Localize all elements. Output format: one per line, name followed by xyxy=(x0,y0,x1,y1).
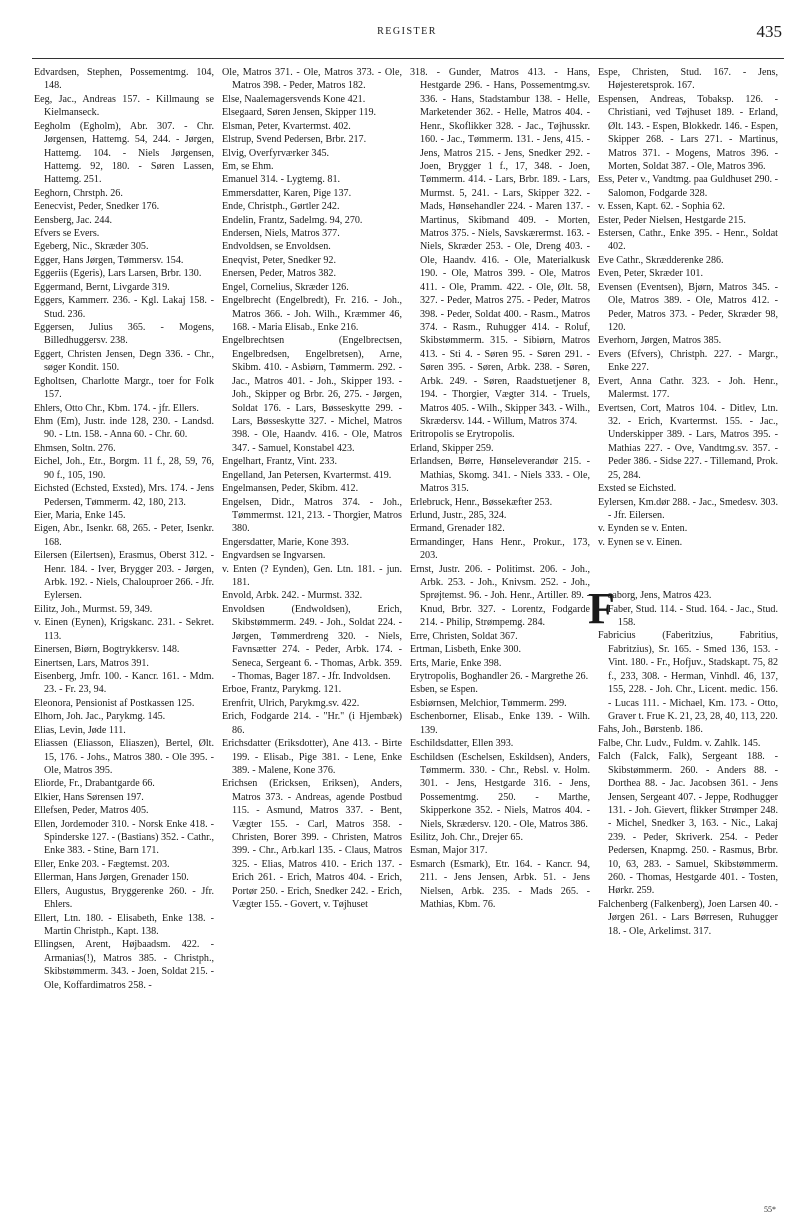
register-entry: Eleonora, Pensionist af Postkassen 125. xyxy=(34,697,195,709)
signature-mark: 55* xyxy=(764,1205,776,1214)
register-entry: Erre, Christen, Soldat 367. xyxy=(410,630,518,642)
register-entry: Eilersen (Eilertsen), Erasmus, Oberst 312. - Henr. 184. - Iver, Brygger 203. - Jørgen, Arbk. 192. - Niels, Chalouproer 266. - Jfr. Eylersen. xyxy=(34,550,214,602)
register-entry: Estersen, Cathr., Enke 395. - Henr., Soldat 402. xyxy=(598,228,778,253)
page-header xyxy=(32,22,782,46)
register-entry: Ehmsen, Soltn. 276. xyxy=(34,442,116,454)
register-column-3 xyxy=(408,66,596,1206)
register-entry: v. Enten (? Eynden), Gen. Ltn. 181. - jun. 181. xyxy=(222,563,402,589)
register-entry: Ermandinger, Hans Henr., Prokur., 173, 203. xyxy=(410,536,590,562)
register-column-1 xyxy=(32,66,220,1206)
register-entry: Erts, Marie, Enke 398. xyxy=(410,657,502,669)
section-first-entry: aaborg, Jens, Matros 423. xyxy=(607,590,712,602)
register-entries-e xyxy=(598,66,778,549)
register-entry: Eschildsdatter, Ellen 393. xyxy=(410,738,514,750)
register-entry: Enersen, Peder, Matros 382. xyxy=(222,268,336,280)
register-entry: Eigen, Abr., Isenkr. 68, 265. - Peter, Isenkr. 168. xyxy=(34,523,214,548)
register-entry: Eller, Enke 203. - Fægtemst. 203. xyxy=(34,858,170,870)
register-entry: v. Essen, Kapt. 62. - Sophia 62. xyxy=(598,201,725,213)
register-entry: Eenecvist, Peder, Snedker 176. xyxy=(34,201,160,213)
register-entry: Elvig, Overfyrværker 345. xyxy=(222,147,330,159)
register-entry: Ende, Christph., Gørtler 242. xyxy=(222,201,340,213)
register-entry: Erland, Skipper 259. xyxy=(410,442,494,454)
register-entry: Esben, se Espen. xyxy=(410,684,478,696)
register-entry: Eritropolis se Erytropolis. xyxy=(410,429,515,441)
register-entry: Erboe, Frantz, Parykmg. 121. xyxy=(222,684,342,696)
register-columns xyxy=(32,66,784,1206)
register-entry: Esman, Major 317. xyxy=(410,845,488,857)
register-entry: Engel, Cornelius, Skræder 126. xyxy=(222,281,349,293)
register-entry: Falch (Falck, Falk), Sergeant 188. - Skibstømmerm. 260. - Anders 88. - Dorthea 88. - Jac. Jacobsen 361. - Jens Jensen, Sergeant 407. - Jeppe, Rodhugger 131. - Joh. Gievert, flikker Strømper 248. - Michel, Snedker 3, 163. - Nic., Lakaj 239. - Peder, Skriverk. 254. - Peder Pedersen, Knapmg. 250. - Rasmus, Brbr. 10, 63, 283. - Samuel, Skibstømmerm. 260. - Thomas, Hestgarde 401. - Tosten, Hørkr. 259. xyxy=(598,751,778,897)
register-entry: Eeghorn, Chrstph. 26. xyxy=(34,187,123,199)
register-entry: Eegholm (Egholm), Abr. 307. - Chr. Jørgensen, Hattemg. 54, 244. - Jørgen, Hattemg. 104. - Niels Jørgensen, Hattemg. 92, 180. - Søren Lassen, Hattemg. 251. xyxy=(34,120,214,186)
register-entry: Edvardsen, Stephen, Possementmg. 104, 148. xyxy=(34,67,214,92)
register-entry: Esbiørnsen, Melchior, Tømmerm. 299. xyxy=(410,697,567,709)
register-entry: Engelmansen, Peder, Skibm. 412. xyxy=(222,483,359,495)
running-title: REGISTER xyxy=(377,26,437,37)
register-entry: Eier, Maria, Enke 145. xyxy=(34,509,126,521)
register-entries-f xyxy=(598,603,778,939)
register-entry: Engelhart, Frantz, Vint. 233. xyxy=(222,456,337,468)
register-entry: Ester, Peder Nielsen, Hestgarde 215. xyxy=(598,214,746,226)
header-rule xyxy=(32,58,784,59)
register-entry: Falbe, Chr. Ludv., Fuldm. v. Zahlk. 145. xyxy=(598,737,761,749)
register-entry: Engelsen, Didr., Matros 374. - Joh., Tømmermst. 121, 213. - Thorgier, Matros 380. xyxy=(222,496,402,535)
register-entry: Erich, Fodgarde 214. - "Hr." (i Hjembæk) 86. xyxy=(222,711,402,736)
register-entry: Eisenberg, Jmfr. 100. - Kancr. 161. - Mdm. 23. - Fr. 23, 94. xyxy=(34,670,214,696)
register-entry: Eschenborner, Elisab., Enke 139. - Wilh. 139. xyxy=(410,711,590,736)
page-number: 435 xyxy=(756,22,782,41)
register-entry: Falchenberg (Falkenberg), Joen Larsen 40. - Jørgen 261. - Lars Børresen, Ruhugger 18. - Ole, Arkelimst. 317. xyxy=(598,898,778,937)
register-entry: Erichsen (Ericksen, Eriksen), Anders, Matros 373. - Andreas, agende Postbud 115. - Asmund, Matros 337. - Bent, Vægter 155. - Carl, Matros 358. - Christen, Borer 399. - Christen, Matros 399. - Chr., Arb.karl 135. - Claus, Matros 325. - Elias, Matros 410. - Erich 137. - Erich 261. - Erich, Matros 404. - Erich, Portør 250. - Erich, Snedker 242. - Erich, Vægter 155. - Govert, v. Tøjhuset xyxy=(222,778,402,911)
register-entry: Eschildsen (Eschelsen, Eskildsen), Anders, Tømmerm. 330. - Chr., Rebsl. v. Holm. 301. - Jens, Hestgarde 316. - Jens, Possementmg. 250. - Marthe, Skipperkone 352. - Niels, Matros 404. - Niels, Skrædersv. 120. - Ole, Matros 386. xyxy=(410,751,590,830)
register-entry: Ernst, Justr. 206. - Politimst. 206. - Joh., Arbk. 253. - Joh., Knivsm. 252. - Joh., Sprøjtemst. 96. - Joh. Henr., Artiller. 89. - Knud, Brbr. 327. - Lorentz, Fodgarde 214. - Philip, Strømpemg. 284. xyxy=(410,563,590,629)
register-entry: Eilitz, Joh., Murmst. 59, 349. xyxy=(34,603,153,615)
register-entry: Eeg, Jac., Andreas 157. - Killmaung se Kielmanseck. xyxy=(34,93,214,119)
register-entry: Einertsen, Lars, Matros 391. xyxy=(34,657,149,669)
register-entry: Endersen, Niels, Matros 377. xyxy=(222,228,340,240)
register-entry: Fahs, Joh., Børstenb. 186. xyxy=(598,724,703,736)
register-entry: Ellers, Augustus, Bryggerenke 260. - Jfr. Ehlers. xyxy=(34,885,214,911)
register-entry: Evensen (Eventsen), Bjørn, Matros 345. - Ole, Matros 389. - Ole, Matros 412. - Peder, Matros 373. - Peder, Skræder 98, 120. xyxy=(598,281,778,334)
register-column-4 xyxy=(588,66,784,1206)
register-entry: Envoldsen (Endwoldsen), Erich, Skibstømmerm. 249. - Joh., Soldat 224. - Jørgen, Tømmerdreng 320. - Niels, Favnsætter 274. - Peder, Arbk. 174. - Seneca, Sergeant 6. - Thomas, Arbk. 359. - Thomas, Bager 187. - Jfr. Indvoldsen. xyxy=(222,603,402,682)
register-entry: Endvoldsen, se Envoldsen. xyxy=(222,241,331,253)
register-entry: Eliassen (Eliasson, Eliaszen), Bertel, Ølt. 15, 176. - Johs., Matros 380. - Ole 395. - Ole, Matros 395. xyxy=(34,738,214,776)
register-entry: Engelland, Jan Petersen, Kvartermst. 419. xyxy=(222,469,392,481)
register-entry: Ellert, Ltn. 180. - Elisabeth, Enke 138. - Martin Christph., Kapt. 138. xyxy=(34,912,214,937)
register-entry: Else, Naalemagersvends Kone 421. xyxy=(222,93,366,105)
register-entry: Erlandsen, Børre, Hønseleverandør 215. - Mathias, Skomg. 341. - Niels 333. - Ole, Matros 315. xyxy=(410,456,590,495)
register-entry: v. Eynen se v. Einen. xyxy=(598,536,683,548)
register-entry: Erlebruck, Henr., Bøssekæfter 253. xyxy=(410,496,553,508)
register-entry: Elhorn, Joh. Jac., Parykmg. 145. xyxy=(34,711,166,723)
register-entry: Erlund, Justr., 285, 324. xyxy=(410,509,507,521)
register-entry: Ess, Peter v., Vandtmg. paa Guldhuset 290. - Salomon, Fodgarde 328. xyxy=(598,174,778,199)
register-entry: Eneqvist, Peter, Snedker 92. xyxy=(222,254,336,266)
register-entry: Envold, Arbk. 242. - Murmst. 332. xyxy=(222,590,363,602)
register-entry: Esilitz, Joh. Chr., Drejer 65. xyxy=(410,832,523,844)
register-entry: Ertman, Lisbeth, Enke 300. xyxy=(410,644,522,656)
register-entry: Ellerman, Hans Jørgen, Grenader 150. xyxy=(34,872,189,884)
register-entry: Egger, Hans Jørgen, Tømmersv. 154. xyxy=(34,254,184,266)
register-entry: Efvers se Evers. xyxy=(34,228,100,240)
register-entry: Elstrup, Svend Pedersen, Brbr. 217. xyxy=(222,134,367,146)
register-entry: Eliorde, Fr., Drabantgarde 66. xyxy=(34,778,155,790)
register-entry: Even, Peter, Skræder 101. xyxy=(598,268,703,280)
register-entry: Erichsdatter (Eriksdotter), Ane 413. - Birte 199. - Elisab., Pige 381. - Lene, Enke 389. - Malene, Kone 376. xyxy=(222,738,402,776)
register-entry: Eensberg, Jac. 244. xyxy=(34,214,113,226)
register-entry: Espe, Christen, Stud. 167. - Jens, Højesteretsprok. 167. xyxy=(598,67,778,92)
register-entry: Engvardsen se Ingvarsen. xyxy=(222,550,326,562)
register-entry: Egholtsen, Charlotte Margr., toer for Folk 157. xyxy=(34,375,214,401)
register-entry: Einersen, Biørn, Bogtrykkersv. 148. xyxy=(34,644,180,656)
register-entry: Evertsen, Cort, Matros 104. - Ditlev, Ltn. 32. - Erich, Kvartermst. 155. - Jac., Underskipper 389. - Lars, Matros 395. - Mathias 227. - Ove, Vandtmg.sv. 357. - Peder 386. - Sidse 227. - Tillemand, Prok. 25, 284. xyxy=(598,402,778,481)
register-entry: Elias, Levin, Jøde 111. xyxy=(34,724,126,736)
register-entry: Faber, Stud. 114. - Stud. 164. - Jac., Stud. 158. xyxy=(607,603,778,629)
register-entry: Eve Cathr., Skrædderenke 286. xyxy=(598,254,724,266)
register-entry: Elsman, Peter, Kvartermst. 402. xyxy=(222,120,351,132)
register-entry: Erenfrit, Ulrich, Parykmg.sv. 422. xyxy=(222,697,360,709)
register-entry: Ellefsen, Peder, Matros 405. xyxy=(34,805,149,817)
register-entry: Fabricius (Faberitzius, Fabritius, Fabritzius), Sr. 165. - Smed 136, 153. - Vint. 180. - Fr., Hofjuv., Stadskapt. 75, 82 f., 233, 308. - Herman, Vinhdl. 46, 137, 155, 228. - Joh. Chr., Licent. medic. 156. - Lucas 111. - Michael, Km. 173. - Otto, Graver t. Frue K. 21, 23, 28, 40, 113, 220. xyxy=(598,630,778,722)
register-entry: Everhorn, Jørgen, Matros 385. xyxy=(598,335,722,347)
register-entry: Esmarch (Esmark), Etr. 164. - Kancr. 94, 211. - Jens Jensen, Arbk. 51. - Jens Nielsen, Arbk. 235. - Mads 265. - Mathias, Kbm. 76. xyxy=(410,858,590,911)
register-entry: Emanuel 314. - Lygtemg. 81. xyxy=(222,174,341,186)
register-entry: v. Eynden se v. Enten. xyxy=(598,523,688,535)
register-entry: Elsegaard, Søren Jensen, Skipper 119. xyxy=(222,107,377,119)
register-entry: Elkier, Hans Sørensen 197. xyxy=(34,791,144,803)
register-entry: Erytropolis, Boghandler 26. - Margrethe 26. xyxy=(410,670,589,682)
register-entry: Emmersdatter, Karen, Pige 137. xyxy=(222,187,352,199)
register-entry: Ellen, Jordemoder 310. - Norsk Enke 418. - Spinderske 127. - (Bastians) 352. - Cathr., Enke 383. - Stine, Barn 171. xyxy=(34,818,214,857)
register-entry: Engelbrecht (Engelbredt), Fr. 216. - Joh., Matros 366. - Joh. Wilh., Kræmmer 46, 168. - Maria Elisab., Enke 216. xyxy=(222,295,402,334)
register-entry: Ehlers, Otto Chr., Kbm. 174. - jfr. Ellers. xyxy=(34,402,199,414)
register-entry: Em, se Ehm. xyxy=(222,160,274,172)
register-entry: Engersdatter, Marie, Kone 393. xyxy=(222,536,349,548)
register-column-2 xyxy=(220,66,408,1206)
register-entry: Eggermand, Bernt, Livgarde 319. xyxy=(34,281,170,293)
register-entry: Eichsted (Echsted, Exsted), Mrs. 174. - Jens Pedersen, Tømmerm. 42, 180, 213. xyxy=(34,483,214,508)
register-entry: Eylersen, Km.dør 288. - Jac., Smedesv. 303. - Jfr. Eilersen. xyxy=(598,496,778,521)
letter-section-f xyxy=(588,584,778,938)
register-entry: Eggers, Kammerr. 236. - Kgl. Lakaj 158. - Stud. 236. xyxy=(34,295,214,320)
register-entry: Engelbrechtsen (Engelbrectsen, Engelbredsen, Engelbretsen), Arne, Skibm. 410. - Asbiørn, Tømmerm. 292. - Jac., Matros 401. - Joh., Skipper 193. - Joh., Skipper og Brbr. 26, 275. - Jørgen, Soldat 176. - Lars, Bøsseskytte 299. - Lars, Bøsseskytte 327. - Michel, Matros 398. - Ole, Haandv. 416. - Ole, Matros 347. - Samuel, Konstabel 423. xyxy=(222,335,402,454)
register-entry: Eggert, Christen Jensen, Degn 336. - Chr., søger Kondit. 150. xyxy=(34,348,214,374)
register-entry: Ole, Matros 371. - Ole, Matros 373. - Ole, Matros 398. - Peder, Matros 182. xyxy=(222,67,402,92)
register-entry: Exsted se Eichsted. xyxy=(598,483,677,495)
register-entry: Ellingsen, Arent, Højbaadsm. 422. - Armanias(!), Matros 385. - Christph., Skibstømmerm. 343. - Joen, Soldat 215. - Ole, Koffardimatros 258. - xyxy=(34,939,214,991)
register-entry: Eichel, Joh., Etr., Borgm. 11 f., 28, 59, 76, 90 f., 105, 190. xyxy=(34,456,214,481)
register-entry: Ehm (Em), Justr. inde 128, 230. - Landsd. 90. - Ltn. 158. - Anna 60. - Chr. 60. xyxy=(34,415,214,441)
register-entry: Evert, Anna Cathr. 323. - Joh. Henr., Malermst. 177. xyxy=(598,375,778,401)
register-entry: Eggeriis (Egeris), Lars Larsen, Brbr. 130. xyxy=(34,268,202,280)
register-entry: Ermand, Grenader 182. xyxy=(410,523,505,535)
register-entry: v. Einen (Eynen), Krigskanc. 231. - Sekret. 113. xyxy=(34,617,214,642)
register-entry: Espensen, Andreas, Tobaksp. 126. - Christiani, ved Tøjhuset 189. - Erland, Ølt. 143. - Espen, Blokkedr. 146. - Espen, Skipper 268. - Lars 271. - Martinus, Matros 371. - Mogens, Matros 396. - Morten, Soldat 387. - Ole, Matros 396. xyxy=(598,93,778,172)
section-initial: F xyxy=(588,584,615,634)
register-entry: 318. - Gunder, Matros 413. - Hans, Hestgarde 296. - Hans, Possementmg.sv. 336. - Hans, Stadstambur 138. - Helle, Marketender 362. - Helle, Matros 404. - Henr., Skoflikker 328. - Jac., Tøjhusskr. 160. - Jac., Tømmerm. 131. - Jens, 415. - Jens, Matros 215. - Jens, Snedker 292. - Joen, Brygger 1 f., 17, 348. - Joen, Tømmerm. 414. - Lars, Brbr. 189. - Lars, Murmst. 5, 241. - Lars, Skipper 322. - Mads, Hønsehandler 224. - Maren 137. - Martinus, Skibmand 409. - Morten, Matros 375. - Niels, Savskærermst. 163. - Niels, Skræder 253. - Ole, Dreng 403. - Ole, Haandv. 416. - Ole, Materialkusk 190. - Ole, Matros 399. - Ole, Matros 411. - Ole, Pramm. 422. - Ole, Ølt. 58, 327. - Peder, Matros 275. - Peder, Matros 398. - Peder, Soldat 400. - Rasm., Matros 374. - Rasm., Ruhugger 414. - Roluf, Skibstømmerm. 315. - Sibiørn, Matros 413. - Sti 4. - Søren 95. - Søren 291. - Søren 395. - Søren, Arbk. 238. - Søren, Arbk. 249. - Søren, Raadstuetjener 8, 194. - Thorgier, Vægter 314. - Truels, Matros 405. - Wilh., Skipper 343. - Wilh., Skrædersv. 144. - Willum, Matros 374. xyxy=(410,67,590,427)
register-entry: Eggersen, Julius 365. - Mogens, Billedhuggersv. 238. xyxy=(34,322,214,347)
register-entry: Endelin, Frantz, Sadelmg. 94, 270. xyxy=(222,214,363,226)
register-entry: Evers (Efvers), Christph. 227. - Margr., Enke 227. xyxy=(598,348,778,374)
register-entry: Egeberg, Nic., Skræder 305. xyxy=(34,241,149,253)
